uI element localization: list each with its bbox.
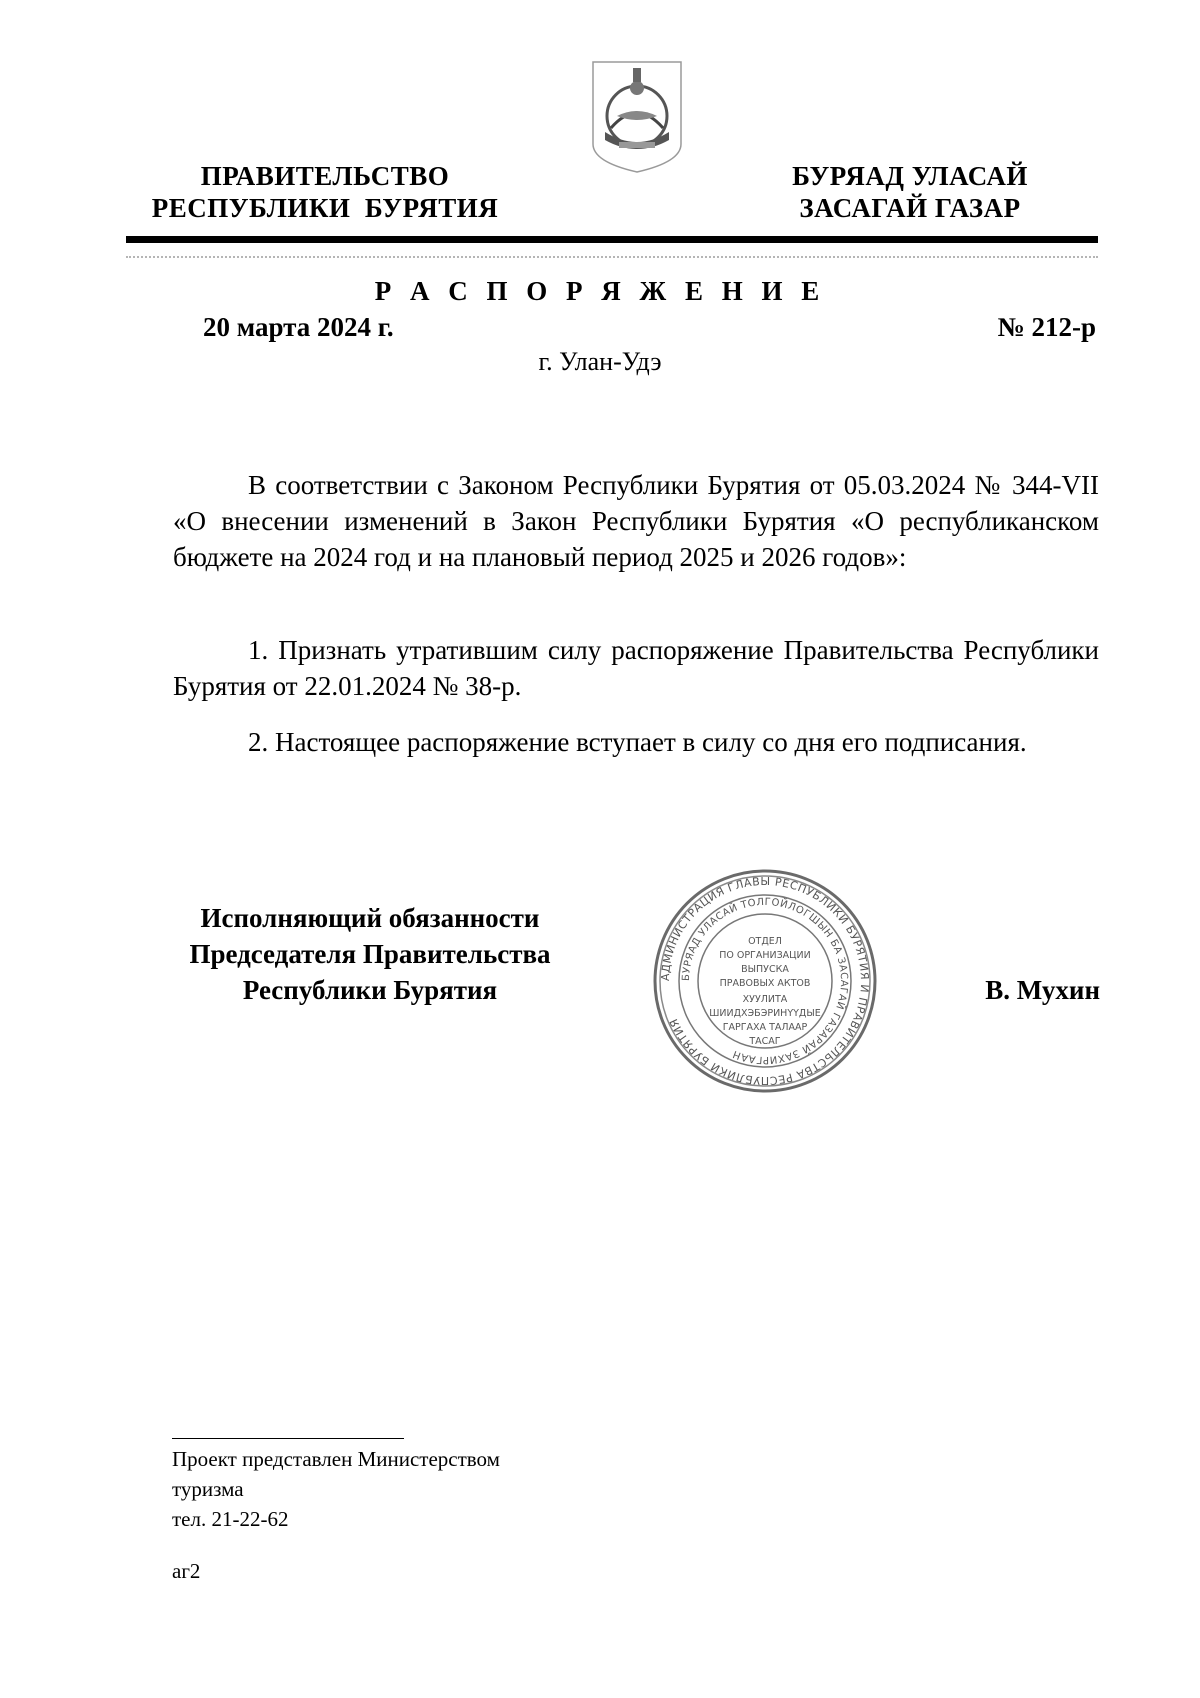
document-date: 20 марта 2024 г. [203,312,394,342]
footer-line1: Проект представлен Министерством [172,1447,500,1471]
preamble-paragraph: В соответствии с Законом Республики Бурятия от 05.03.2024 № 344-VII «О внесении изменений в Закон Республики Бурятия «О республиканском бюджете на 2024 год и на плановый период 2025 и 2026 годов»: [173,470,1099,572]
header-left [130,160,520,224]
document-city: г. Улан-Удэ [538,347,662,376]
svg-text:ГАРГАХА ТАЛААР: ГАРГАХА ТАЛААР [722,1022,808,1033]
document-type-title: Р А С П О Р Я Ж Е Н И Е [374,276,826,306]
header-left-line2: РЕСПУБЛИКИ БУРЯТИЯ [151,193,499,223]
svg-text:ПО ОРГАНИЗАЦИИ: ПО ОРГАНИЗАЦИИ [719,950,811,961]
footer-line2: туризма [172,1477,244,1501]
signatory-title-line3: Республики Бурятия [242,975,498,1005]
header-right-line2: ЗАСАГАЙ ГАЗАР [799,193,1021,223]
item-2-paragraph: 2. Настоящее распоряжение вступает в силу со дня его подписания. [248,727,1027,757]
footer-code: аг2 [172,1559,201,1583]
signatory-title [160,900,580,1008]
document-number: № 212-р [997,312,1096,342]
footer-rule [172,1438,404,1439]
svg-text:ОТДЕЛ: ОТДЕЛ [748,936,782,947]
header-rule [126,236,1098,243]
svg-text:ТАСАГ: ТАСАГ [749,1036,781,1047]
header-left-line1: ПРАВИТЕЛЬСТВО [200,161,450,191]
footer-note [172,1444,672,1534]
header-right [742,160,1078,224]
stamp-middle-text: БУРЯАД УЛАСАЙ ТОЛГОЙЛОГШЫН БА ЗАСАГАЙ ГАЗАРАЙ ЗАХИРГААН [680,896,850,1066]
coat-of-arms-emblem [589,58,685,176]
signatory-title-line2: Председателя Правительства [189,939,551,969]
official-stamp [652,868,878,1094]
header-dotted-rule [126,256,1098,258]
svg-text:ШИИДХЭБЭРИНҮҮДЫЕ: ШИИДХЭБЭРИНҮҮДЫЕ [709,1008,821,1019]
stamp-outer-text: АДМИНИСТРАЦИЯ ГЛАВЫ РЕСПУБЛИКИ БУРЯТИЯ И ПРАВИТЕЛЬСТВА РЕСПУБЛИКИ БУРЯТИЯ [658,874,872,1088]
item-1-paragraph: 1. Признать утратившим силу распоряжение Правительства Республики Бурятия от 22.01.2024 № 38-р. [173,635,1099,701]
svg-text:ВЫПУСКА: ВЫПУСКА [741,964,789,975]
footer-line3: тел. 21-22-62 [172,1507,289,1531]
svg-text:ХУУЛИТА: ХУУЛИТА [742,994,788,1005]
signatory-title-line1: Исполняющий обязанности [200,903,540,933]
signatory-name: В. Мухин [985,975,1100,1005]
stamp-center-text [709,936,820,1047]
header-right-line1: БУРЯАД УЛАСАЙ [792,161,1028,191]
svg-text:ПРАВОВЫХ АКТОВ: ПРАВОВЫХ АКТОВ [719,978,811,989]
